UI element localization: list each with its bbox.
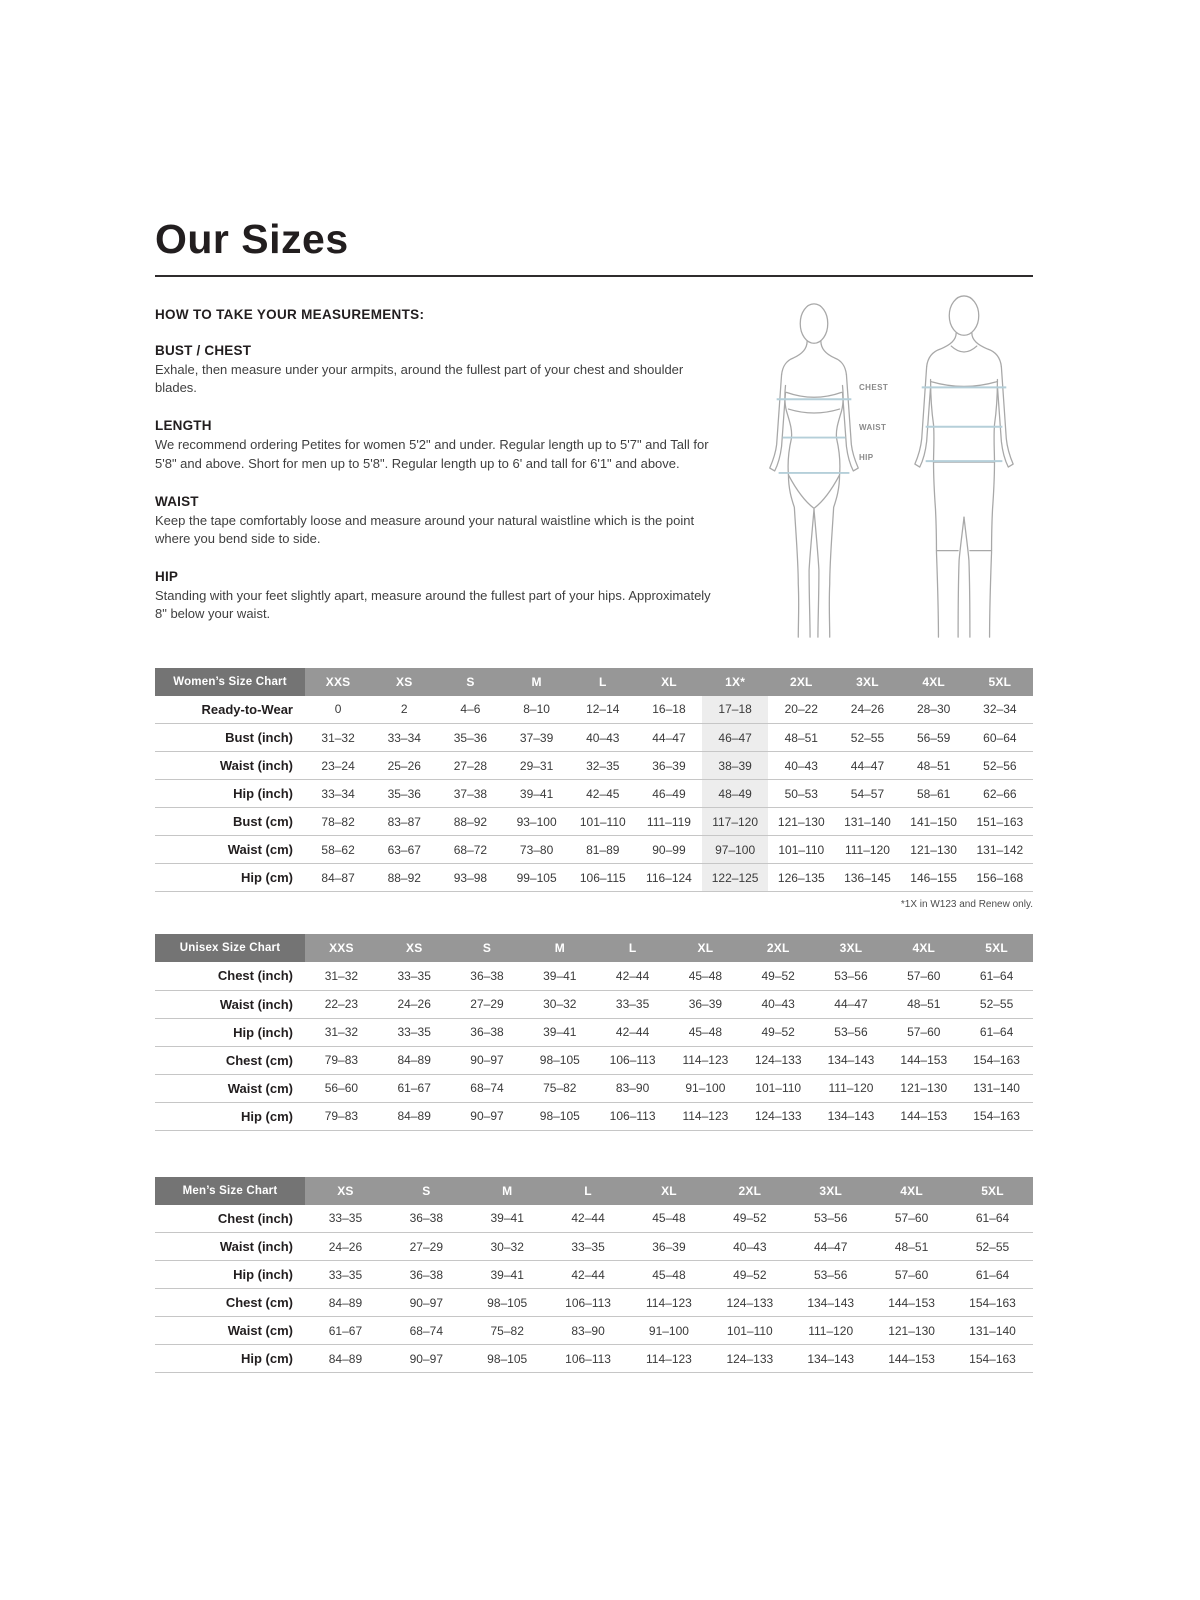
table-cell: 116–124 bbox=[646, 870, 692, 885]
table-cell: 33–35 bbox=[397, 1025, 431, 1039]
section-body: Standing with your feet slightly apart, measure around the fullest part of your hips. Approximately 8" below your waist. bbox=[155, 588, 711, 622]
male-figure-illustration bbox=[898, 293, 1031, 643]
table-cell: 22–23 bbox=[324, 997, 359, 1011]
table-cell: 8–10 bbox=[523, 702, 550, 717]
table-cell: 60–64 bbox=[983, 730, 1017, 745]
table-row bbox=[155, 780, 1033, 808]
row-label: Chest (inch) bbox=[217, 968, 293, 984]
column-header-xl: XL bbox=[669, 934, 742, 962]
table-cell: 141–150 bbox=[910, 814, 957, 829]
size-table-grid bbox=[155, 934, 1033, 1131]
table-cell: 58–62 bbox=[321, 842, 355, 857]
table-cell: 90–99 bbox=[652, 842, 686, 857]
table-cell: 98–105 bbox=[539, 1109, 580, 1123]
table-cell: 31–32 bbox=[321, 730, 355, 745]
table-row bbox=[155, 962, 1033, 990]
table-cell: 33–35 bbox=[615, 997, 650, 1011]
table-row bbox=[155, 1233, 1033, 1261]
table-cell: 48–51 bbox=[784, 730, 818, 745]
table-cell: 117–120 bbox=[702, 808, 768, 836]
table-cell: 28–30 bbox=[916, 702, 951, 717]
table-cell: 124–133 bbox=[754, 1109, 802, 1123]
table-cell: 31–32 bbox=[324, 968, 359, 983]
table-cell: 144–153 bbox=[888, 1351, 935, 1366]
table-row bbox=[155, 990, 1033, 1018]
table-cell: 32–34 bbox=[983, 702, 1017, 717]
table-cell: 106–113 bbox=[565, 1295, 611, 1310]
row-label: Waist (cm) bbox=[227, 1080, 293, 1096]
section-title: HIP bbox=[155, 569, 179, 585]
table-cell: 84–89 bbox=[328, 1295, 363, 1310]
column-header-s: S bbox=[437, 668, 503, 696]
table-cell: 33–35 bbox=[397, 968, 431, 983]
table-cell: 29–31 bbox=[519, 758, 554, 773]
table-cell: 36–39 bbox=[652, 1239, 686, 1254]
table-cell: 134–143 bbox=[807, 1351, 855, 1366]
table-cell: 53–56 bbox=[814, 1211, 848, 1226]
table-cell: 31–32 bbox=[324, 1025, 359, 1039]
table-row bbox=[155, 1317, 1033, 1345]
column-header-m: M bbox=[504, 668, 570, 696]
table-cell: 30–32 bbox=[490, 1239, 524, 1254]
section-title: BUST / CHEST bbox=[155, 343, 252, 358]
table-cell: 79–83 bbox=[324, 1053, 359, 1067]
table-cell: 40–43 bbox=[784, 758, 818, 773]
table-cell: 16–18 bbox=[652, 702, 686, 717]
table-cell: 122–125 bbox=[702, 864, 768, 892]
row-label: Hip (inch) bbox=[233, 1024, 293, 1040]
table-cell: 154–163 bbox=[969, 1295, 1016, 1310]
row-label: Waist (inch) bbox=[219, 996, 293, 1012]
table-cell: 35–36 bbox=[387, 786, 421, 801]
table-cell: 91–100 bbox=[685, 1081, 726, 1095]
table-cell: 37–38 bbox=[453, 786, 488, 801]
hip-line-label: HIP bbox=[859, 453, 874, 462]
table-cell: 134–143 bbox=[807, 1295, 855, 1310]
table-cell: 151–163 bbox=[976, 814, 1024, 829]
column-header-xs: XS bbox=[371, 668, 437, 696]
womens-chart-footnote: *1X in W123 and Renew only. bbox=[900, 899, 1033, 910]
table-cell: 36–38 bbox=[470, 1025, 504, 1039]
column-header-4xl: 4XL bbox=[887, 934, 960, 962]
table-cell: 45–48 bbox=[652, 1267, 686, 1282]
measurement-instructions bbox=[155, 307, 723, 624]
row-label: Waist (cm) bbox=[227, 842, 293, 857]
table-cell: 75–82 bbox=[543, 1081, 577, 1095]
table-cell: 68–74 bbox=[409, 1323, 443, 1338]
table-cell: 131–140 bbox=[973, 1081, 1020, 1095]
womens-size-chart bbox=[155, 668, 1033, 893]
table-title: Men’s Size Chart bbox=[155, 1177, 305, 1205]
column-header-xs: XS bbox=[305, 1177, 386, 1205]
table-cell: 40–43 bbox=[733, 1239, 767, 1254]
table-cell: 114–123 bbox=[682, 1109, 729, 1123]
table-cell: 23–24 bbox=[321, 758, 355, 773]
mens-size-chart bbox=[155, 1177, 1033, 1374]
table-cell: 2 bbox=[400, 702, 408, 717]
row-label: Chest (inch) bbox=[217, 1210, 293, 1226]
table-cell: 42–45 bbox=[586, 786, 620, 801]
row-label: Hip (inch) bbox=[233, 786, 293, 801]
table-row bbox=[155, 1102, 1033, 1130]
table-cell: 114–123 bbox=[682, 1053, 729, 1067]
column-header-4xl: 4XL bbox=[871, 1177, 952, 1205]
table-cell: 106–113 bbox=[609, 1109, 656, 1123]
column-header-xl: XL bbox=[629, 1177, 710, 1205]
table-row bbox=[155, 864, 1033, 892]
table-cell: 36–39 bbox=[688, 997, 723, 1011]
table-row bbox=[155, 724, 1033, 752]
size-table-grid bbox=[155, 1177, 1033, 1374]
table-cell: 121–130 bbox=[900, 1081, 948, 1095]
table-cell: 45–48 bbox=[688, 1025, 723, 1039]
table-row bbox=[155, 1289, 1033, 1317]
table-cell: 40–43 bbox=[586, 730, 620, 745]
column-header-xs: XS bbox=[378, 934, 451, 962]
table-cell: 12–14 bbox=[586, 702, 620, 717]
table-cell: 39–41 bbox=[490, 1211, 524, 1226]
table-cell: 40–43 bbox=[761, 997, 795, 1011]
table-cell: 111–119 bbox=[646, 814, 691, 829]
table-cell: 99–105 bbox=[516, 870, 557, 885]
column-header-s: S bbox=[386, 1177, 467, 1205]
table-cell: 52–55 bbox=[975, 1239, 1010, 1254]
section-title: LENGTH bbox=[155, 418, 212, 434]
table-cell: 54–57 bbox=[850, 786, 885, 801]
table-cell: 61–67 bbox=[397, 1081, 431, 1095]
table-cell: 121–130 bbox=[777, 814, 825, 829]
table-row bbox=[155, 1261, 1033, 1289]
table-cell: 88–92 bbox=[387, 870, 421, 885]
table-cell: 73–80 bbox=[519, 842, 554, 857]
table-cell: 48–51 bbox=[916, 758, 951, 773]
table-cell: 50–53 bbox=[784, 786, 818, 801]
table-row bbox=[155, 752, 1033, 780]
measurement-intro bbox=[155, 307, 1033, 624]
table-cell: 27–28 bbox=[453, 758, 488, 773]
table-cell: 78–82 bbox=[321, 814, 355, 829]
table-cell: 124–133 bbox=[726, 1295, 774, 1310]
table-cell: 39–41 bbox=[543, 1025, 577, 1039]
table-cell: 90–97 bbox=[409, 1351, 443, 1366]
table-cell: 44–47 bbox=[834, 997, 868, 1011]
table-row bbox=[155, 1205, 1033, 1233]
table-cell: 91–100 bbox=[648, 1323, 689, 1338]
table-cell: 52–55 bbox=[979, 997, 1014, 1011]
table-cell: 27–29 bbox=[470, 997, 504, 1011]
column-header-3xl: 3XL bbox=[815, 934, 888, 962]
table-cell: 4–6 bbox=[460, 702, 481, 717]
table-cell: 84–89 bbox=[328, 1351, 363, 1366]
table-cell: 101–110 bbox=[579, 814, 626, 829]
table-cell: 101–110 bbox=[755, 1081, 802, 1095]
measurement-figures bbox=[753, 293, 1035, 645]
table-cell: 114–123 bbox=[646, 1295, 692, 1310]
table-cell: 61–67 bbox=[328, 1323, 363, 1338]
chest-line-label: CHEST bbox=[859, 383, 889, 392]
row-label: Ready-to-Wear bbox=[201, 701, 293, 717]
table-cell: 48–49 bbox=[702, 780, 768, 808]
table-cell: 25–26 bbox=[387, 758, 421, 773]
table-cell: 121–130 bbox=[910, 842, 957, 857]
column-header-3xl: 3XL bbox=[834, 668, 900, 696]
column-header-l: L bbox=[548, 1177, 629, 1205]
table-cell: 131–140 bbox=[969, 1323, 1016, 1338]
section-body: Keep the tape comfortably loose and measure around your natural waistline which is the point where you bend side to side. bbox=[155, 512, 695, 546]
column-header-2xl: 2XL bbox=[742, 934, 815, 962]
table-cell: 33–34 bbox=[387, 730, 421, 745]
table-cell: 63–67 bbox=[387, 842, 421, 857]
table-cell: 45–48 bbox=[652, 1211, 686, 1226]
table-cell: 154–163 bbox=[969, 1351, 1016, 1366]
table-cell: 36–38 bbox=[409, 1267, 443, 1282]
table-cell: 106–115 bbox=[579, 870, 626, 885]
table-cell: 131–140 bbox=[844, 814, 891, 829]
table-cell: 97–100 bbox=[702, 836, 768, 864]
column-header-l: L bbox=[596, 934, 669, 962]
table-cell: 20–22 bbox=[784, 702, 818, 717]
table-row bbox=[155, 808, 1033, 836]
table-cell: 90–97 bbox=[470, 1053, 504, 1067]
column-header-3xl: 3XL bbox=[790, 1177, 871, 1205]
table-row bbox=[155, 1018, 1033, 1046]
section-bust-chest bbox=[155, 343, 723, 397]
table-cell: 44–47 bbox=[814, 1239, 848, 1254]
table-cell: 61–64 bbox=[975, 1267, 1010, 1282]
table-cell: 90–97 bbox=[409, 1295, 443, 1310]
table-cell: 61–64 bbox=[979, 1025, 1014, 1039]
table-cell: 144–153 bbox=[888, 1295, 935, 1310]
column-header-m: M bbox=[523, 934, 596, 962]
table-cell: 45–48 bbox=[688, 968, 723, 983]
table-cell: 0 bbox=[334, 702, 342, 717]
table-cell: 48–51 bbox=[907, 997, 941, 1011]
table-cell: 48–51 bbox=[894, 1239, 929, 1254]
table-cell: 52–55 bbox=[850, 730, 885, 745]
how-to-heading: HOW TO TAKE YOUR MEASUREMENTS: bbox=[155, 307, 425, 322]
section-hip bbox=[155, 569, 723, 623]
row-label: Chest (cm) bbox=[225, 1052, 293, 1068]
column-header-5xl: 5XL bbox=[952, 1177, 1033, 1205]
table-cell: 124–133 bbox=[726, 1351, 774, 1366]
table-cell: 53–56 bbox=[834, 968, 868, 983]
table-cell: 106–113 bbox=[609, 1053, 656, 1067]
column-header-xxs: XXS bbox=[305, 668, 371, 696]
table-cell: 83–87 bbox=[387, 814, 421, 829]
column-header-s: S bbox=[451, 934, 524, 962]
table-cell: 42–44 bbox=[571, 1211, 605, 1226]
table-cell: 131–142 bbox=[976, 842, 1024, 857]
table-cell: 134–143 bbox=[827, 1053, 875, 1067]
table-cell: 101–110 bbox=[726, 1323, 773, 1338]
table-cell: 42–44 bbox=[571, 1267, 605, 1282]
table-cell: 84–89 bbox=[397, 1109, 431, 1123]
table-cell: 111–120 bbox=[844, 842, 890, 857]
table-row bbox=[155, 1046, 1033, 1074]
table-cell: 144–153 bbox=[900, 1053, 948, 1067]
table-cell: 154–163 bbox=[973, 1053, 1020, 1067]
section-body: Exhale, then measure under your armpits, around the fullest part of your chest and shoulder blades. bbox=[155, 362, 684, 396]
table-cell: 136–145 bbox=[844, 870, 891, 885]
table-cell: 98–105 bbox=[487, 1351, 528, 1366]
size-table-grid bbox=[155, 668, 1033, 893]
table-cell: 33–35 bbox=[328, 1267, 363, 1282]
row-label: Bust (inch) bbox=[225, 730, 293, 745]
table-cell: 88–92 bbox=[453, 814, 488, 829]
table-cell: 57–60 bbox=[894, 1267, 929, 1282]
table-cell: 56–60 bbox=[324, 1081, 359, 1095]
row-label: Hip (inch) bbox=[233, 1267, 293, 1282]
table-cell: 83–90 bbox=[571, 1323, 605, 1338]
table-cell: 37–39 bbox=[519, 730, 554, 745]
table-row bbox=[155, 696, 1033, 724]
table-cell: 57–60 bbox=[907, 968, 941, 983]
table-cell: 53–56 bbox=[814, 1267, 848, 1282]
table-cell: 49–52 bbox=[761, 1025, 795, 1039]
table-cell: 114–123 bbox=[646, 1351, 692, 1366]
row-label: Hip (cm) bbox=[241, 870, 293, 885]
table-cell: 93–98 bbox=[453, 870, 488, 885]
table-cell: 39–41 bbox=[519, 786, 554, 801]
table-cell: 68–72 bbox=[453, 842, 488, 857]
table-cell: 90–97 bbox=[470, 1109, 504, 1123]
row-label: Waist (inch) bbox=[219, 1239, 293, 1254]
table-cell: 83–90 bbox=[615, 1081, 650, 1095]
column-header-5xl: 5XL bbox=[967, 668, 1033, 696]
table-cell: 111–120 bbox=[828, 1081, 874, 1095]
table-cell: 35–36 bbox=[453, 730, 488, 745]
table-cell: 33–34 bbox=[321, 786, 355, 801]
table-cell: 49–52 bbox=[761, 968, 795, 983]
table-cell: 61–64 bbox=[975, 1211, 1010, 1226]
table-cell: 49–52 bbox=[733, 1211, 767, 1226]
table-cell: 57–60 bbox=[894, 1211, 929, 1226]
table-cell: 126–135 bbox=[777, 870, 825, 885]
table-cell: 24–26 bbox=[850, 702, 885, 717]
table-cell: 81–89 bbox=[586, 842, 620, 857]
column-header-l: L bbox=[570, 668, 636, 696]
table-cell: 38–39 bbox=[702, 752, 768, 780]
table-cell: 44–47 bbox=[850, 758, 885, 773]
table-cell: 44–47 bbox=[652, 730, 686, 745]
unisex-size-chart bbox=[155, 934, 1033, 1131]
column-header-xl: XL bbox=[636, 668, 702, 696]
table-cell: 84–89 bbox=[397, 1053, 431, 1067]
table-cell: 33–35 bbox=[571, 1239, 605, 1254]
table-cell: 33–35 bbox=[328, 1211, 363, 1226]
table-cell: 154–163 bbox=[973, 1109, 1020, 1123]
table-cell: 144–153 bbox=[900, 1109, 948, 1123]
column-header-xxs: XXS bbox=[305, 934, 378, 962]
size-guide-page bbox=[155, 0, 1033, 1373]
table-row bbox=[155, 1074, 1033, 1102]
title-divider bbox=[155, 275, 1033, 277]
table-cell: 124–133 bbox=[754, 1053, 802, 1067]
page-title: Our Sizes bbox=[155, 216, 349, 262]
table-cell: 52–56 bbox=[983, 758, 1017, 773]
table-cell: 58–61 bbox=[916, 786, 951, 801]
table-cell: 36–38 bbox=[470, 968, 504, 983]
table-cell: 32–35 bbox=[586, 758, 620, 773]
table-cell: 75–82 bbox=[490, 1323, 524, 1338]
column-header-1x: 1X* bbox=[702, 668, 768, 696]
table-cell: 30–32 bbox=[543, 997, 577, 1011]
table-cell: 56–59 bbox=[916, 730, 951, 745]
table-cell: 53–56 bbox=[834, 1025, 868, 1039]
table-cell: 24–26 bbox=[397, 997, 431, 1011]
row-label: Chest (cm) bbox=[225, 1295, 293, 1310]
table-cell: 146–155 bbox=[910, 870, 957, 885]
row-label: Waist (cm) bbox=[227, 1323, 293, 1338]
table-cell: 111–120 bbox=[808, 1323, 854, 1338]
table-cell: 42–44 bbox=[615, 1025, 650, 1039]
row-label: Hip (cm) bbox=[241, 1351, 293, 1366]
section-body: We recommend ordering Petites for women 5'2" and under. Regular length up to 5'7" and Tall for 5'8" and above. Short for men up to 5'8". Regular length up to 6' and tall for 6'1" and above. bbox=[155, 437, 709, 471]
table-cell: 57–60 bbox=[907, 1025, 941, 1039]
table-cell: 17–18 bbox=[702, 696, 768, 724]
column-header-2xl: 2XL bbox=[768, 668, 834, 696]
table-cell: 93–100 bbox=[516, 814, 557, 829]
column-header-4xl: 4XL bbox=[901, 668, 967, 696]
table-cell: 68–74 bbox=[470, 1081, 504, 1095]
table-cell: 61–64 bbox=[979, 968, 1014, 983]
table-cell: 46–47 bbox=[702, 724, 768, 752]
column-header-2xl: 2XL bbox=[709, 1177, 790, 1205]
table-title: Women’s Size Chart bbox=[155, 668, 305, 696]
table-cell: 49–52 bbox=[733, 1267, 767, 1282]
table-cell: 62–66 bbox=[983, 786, 1017, 801]
table-cell: 36–38 bbox=[409, 1211, 443, 1226]
table-cell: 84–87 bbox=[321, 870, 355, 885]
female-figure-illustration bbox=[755, 299, 873, 641]
table-cell: 24–26 bbox=[328, 1239, 363, 1254]
table-cell: 36–39 bbox=[652, 758, 686, 773]
table-cell: 98–105 bbox=[539, 1053, 580, 1067]
table-cell: 106–113 bbox=[565, 1351, 611, 1366]
column-header-m: M bbox=[467, 1177, 548, 1205]
section-title: WAIST bbox=[155, 493, 199, 509]
table-row bbox=[155, 1345, 1033, 1373]
table-cell: 134–143 bbox=[827, 1109, 875, 1123]
table-cell: 39–41 bbox=[543, 968, 577, 983]
table-row bbox=[155, 836, 1033, 864]
table-cell: 98–105 bbox=[487, 1295, 528, 1310]
table-cell: 27–29 bbox=[409, 1239, 443, 1254]
section-length bbox=[155, 418, 723, 472]
table-cell: 46–49 bbox=[652, 786, 686, 801]
table-title: Unisex Size Chart bbox=[155, 934, 305, 962]
table-cell: 121–130 bbox=[888, 1323, 935, 1338]
table-cell: 42–44 bbox=[615, 968, 650, 983]
table-cell: 101–110 bbox=[778, 842, 825, 857]
row-label: Waist (inch) bbox=[219, 758, 293, 773]
table-cell: 39–41 bbox=[490, 1267, 524, 1282]
row-label: Hip (cm) bbox=[241, 1108, 293, 1124]
waist-line-label: WAIST bbox=[859, 423, 887, 432]
table-cell: 156–168 bbox=[976, 870, 1024, 885]
section-waist bbox=[155, 494, 723, 548]
table-cell: 79–83 bbox=[324, 1109, 359, 1123]
row-label: Bust (cm) bbox=[233, 814, 293, 829]
column-header-5xl: 5XL bbox=[960, 934, 1033, 962]
